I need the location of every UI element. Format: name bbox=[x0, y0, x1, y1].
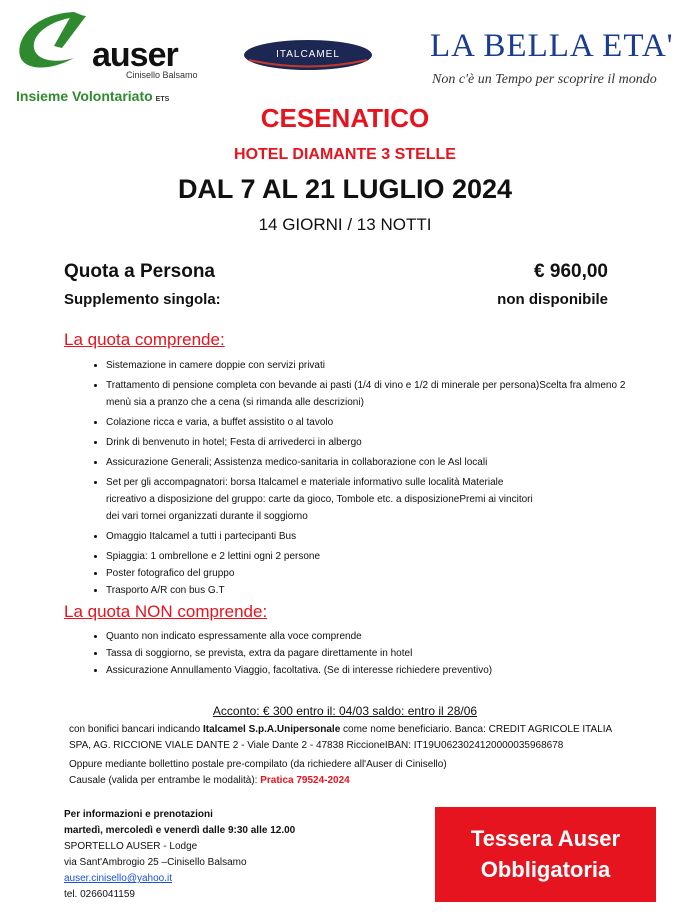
bella-eta-tagline: Non c'è un Tempo per scoprire il mondo bbox=[432, 72, 657, 87]
auser-city: Cinisello Balsamo bbox=[126, 70, 198, 80]
list-item: • Assicurazione Annullamento Viaggio, facoltativa. (Se di interesse richiedere preventivo) bbox=[106, 662, 646, 679]
acconto-terms: Acconto: € 300 entro il: 04/03 saldo: entro il 28/06 bbox=[212, 704, 478, 718]
contact-address: via Sant'Ambrogio 25 –Cinisello Balsamo bbox=[64, 857, 247, 868]
auser-tagline bbox=[16, 88, 169, 104]
causale-label: Causale (valida per entrambe le modalità): bbox=[69, 775, 261, 786]
list-item: • Omaggio Italcamel a tutti i partecipanti Bus bbox=[106, 528, 646, 545]
causale-value: Pratica 79524-2024 bbox=[260, 775, 350, 786]
includes-heading: La quota comprende: bbox=[64, 330, 225, 349]
tessera-line2: Obbligatoria bbox=[480, 857, 611, 882]
bank-pre: con bonifici bancari indicando bbox=[69, 724, 203, 735]
list-item: • Drink di benvenuto in hotel; Festa di arrivederci in albergo bbox=[106, 434, 646, 451]
contact-block bbox=[64, 807, 295, 903]
auser-tagline-text: Insieme Volontariato bbox=[16, 88, 153, 104]
hotel-name: HOTEL DIAMANTE 3 STELLE bbox=[234, 146, 456, 163]
italcamel-name: ITALCAMEL bbox=[276, 49, 340, 60]
trip-dates: DAL 7 AL 21 LUGLIO 2024 bbox=[177, 174, 513, 204]
contact-office: SPORTELLO AUSER - Lodge bbox=[64, 841, 198, 852]
quota-value: € 960,00 bbox=[534, 261, 608, 282]
contact-phone: tel. 0266041159 bbox=[64, 889, 135, 900]
auser-name: auser bbox=[92, 36, 178, 74]
list-item: • Tassa di soggiorno, se prevista, extra da pagare direttamente in hotel bbox=[106, 645, 646, 662]
bank-transfer-info bbox=[69, 722, 629, 754]
contact-email-link[interactable]: auser.cinisello@yahoo.it bbox=[64, 873, 172, 884]
list-item: • Colazione ricca e varia, a buffet assistito o al tavolo bbox=[106, 414, 646, 431]
excludes-list bbox=[89, 628, 646, 679]
trip-duration: 14 GIORNI / 13 NOTTI bbox=[258, 215, 432, 234]
list-item: • Set per gli accompagnatori: borsa Italcamel e materiale informativo sulle località Materiale ricreativo a disposizione del gruppo: carte da gioco, Tombole etc. a disposizionePremi ai vincitori dei vari tornei organizzati durante il soggiorno bbox=[106, 474, 546, 525]
excludes-heading: La quota NON comprende: bbox=[64, 602, 268, 621]
bella-eta-title: LA BELLA ETA' bbox=[430, 28, 674, 64]
postal-payment-info: Oppure mediante bollettino postale pre-compilato (da richiedere all'Auser di Cinisello) bbox=[69, 759, 447, 770]
list-item: • Spiaggia: 1 ombrellone e 2 lettini ogni 2 persone bbox=[106, 548, 646, 565]
bella-eta-logo bbox=[430, 28, 680, 98]
causale-info bbox=[69, 773, 350, 789]
supplement-label: Supplemento singola: bbox=[64, 291, 221, 308]
italcamel-logo bbox=[243, 39, 373, 71]
list-item: • Trasporto A/R con bus G.T bbox=[106, 582, 646, 599]
bank-post: come nome beneficiario. Banca: CREDIT AGRICOLE ITALIA SPA, AG. RICCIONE VIALE DANTE 2 - Viale Dante 2 - 47838 RiccioneIBAN: IT19U0623024120000035968678 bbox=[69, 724, 612, 751]
contact-heading: Per informazioni e prenotazioni bbox=[64, 809, 213, 820]
supplement-value: non disponibile bbox=[497, 291, 608, 308]
list-item: • Assicurazione Generali; Assistenza medico-sanitaria in collaborazione con le Asl locali bbox=[106, 454, 646, 471]
destination-title: CESENATICO bbox=[260, 103, 430, 133]
contact-hours: martedì, mercoledì e venerdì dalle 9:30 alle 12.00 bbox=[64, 825, 296, 836]
quota-label: Quota a Persona bbox=[64, 261, 215, 282]
list-item: • Trattamento di pensione completa con bevande ai pasti (1/4 di vino e 1/2 di minerale per persona)Scelta fra almeno 2 menù sia a pranzo che a cena (si rimanda alle descrizioni) bbox=[106, 377, 646, 411]
list-item: • Quanto non indicato espressamente alla voce comprende bbox=[106, 628, 646, 645]
tessera-notice bbox=[435, 807, 656, 902]
list-item: • Sistemazione in camere doppie con servizi privati bbox=[106, 357, 646, 374]
auser-ets: ETS bbox=[155, 96, 170, 103]
list-item: • Poster fotografico del gruppo bbox=[106, 565, 646, 582]
includes-list bbox=[89, 357, 646, 599]
auser-logo bbox=[14, 8, 204, 104]
bank-beneficiary: Italcamel S.p.A.Unipersonale bbox=[202, 724, 341, 735]
tessera-line1: Tessera Auser bbox=[470, 826, 621, 851]
